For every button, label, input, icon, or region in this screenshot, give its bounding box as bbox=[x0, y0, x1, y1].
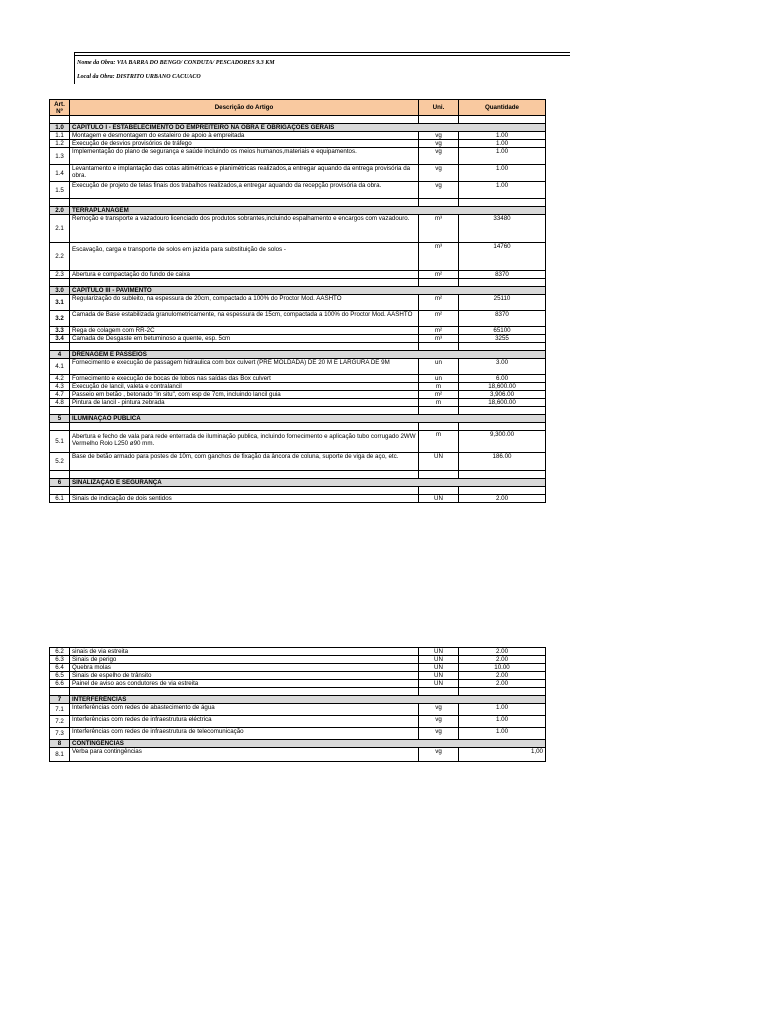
table-header bbox=[50, 100, 546, 116]
col-uni: Uni. bbox=[419, 100, 459, 116]
row-uni: m bbox=[419, 431, 459, 453]
section-num: 6 bbox=[50, 479, 70, 487]
row-art: 3.4 bbox=[50, 335, 70, 343]
row-qty: 8370 bbox=[459, 271, 546, 279]
bill-of-quantities-table bbox=[49, 99, 546, 503]
row-art: 7.2 bbox=[50, 716, 70, 728]
row-desc: Remoção e transporte a vazadouro licenciado dos produtos sobrantes,incluindo espalhamento e encargos com vazadouro. bbox=[70, 215, 419, 243]
row-desc: Fornecimento e execução de bocas de lobos nas saídas das Box culvert bbox=[70, 375, 419, 383]
row-uni: m² bbox=[419, 271, 459, 279]
row-art: 1.1 bbox=[50, 132, 70, 140]
table-row bbox=[50, 215, 546, 243]
table-row bbox=[50, 311, 546, 327]
row-uni: vg bbox=[419, 704, 459, 716]
table-row bbox=[50, 375, 546, 383]
row-desc: Interferências com redes de abastecimento de água bbox=[70, 704, 419, 716]
row-uni: m² bbox=[419, 295, 459, 311]
row-uni: m bbox=[419, 383, 459, 391]
table-row bbox=[50, 664, 546, 672]
row-art: 1.2 bbox=[50, 140, 70, 148]
row-desc: Montagem e desmontagem do estaleiro de apoio à empreitada bbox=[70, 132, 419, 140]
row-art: 6.1 bbox=[50, 495, 70, 503]
row-desc: Interferências com redes de infraestrutura eléctrica bbox=[70, 716, 419, 728]
row-desc: Abertura e compactação do fundo de caixa bbox=[70, 271, 419, 279]
table-row bbox=[50, 327, 546, 335]
header-rule-left bbox=[74, 52, 75, 84]
row-qty: 1.00 bbox=[459, 704, 546, 716]
row-qty: 3.00 bbox=[459, 359, 546, 375]
row-desc: Interferências com redes de infraestrutura de telecomunicação bbox=[70, 728, 419, 740]
row-qty: 25110 bbox=[459, 295, 546, 311]
row-art: 3.3 bbox=[50, 327, 70, 335]
row-qty: 33480 bbox=[459, 215, 546, 243]
section-title: DRENAGEM E PASSEIOS bbox=[70, 351, 546, 359]
section-row bbox=[50, 696, 546, 704]
row-uni: UN bbox=[419, 680, 459, 688]
blank-row bbox=[50, 423, 546, 431]
row-desc: Implementação do plano de segurança e saúde incluindo os meios humanos,materiais e equipamentos. bbox=[70, 148, 419, 165]
row-qty: 1,00 bbox=[459, 748, 546, 762]
row-art: 2.2 bbox=[50, 243, 70, 271]
row-art: 1.4 bbox=[50, 165, 70, 182]
section-title: TERRAPLANAGEM bbox=[70, 207, 546, 215]
row-desc: Pintura de lancil - pintura zebrada bbox=[70, 399, 419, 407]
section-title: CONTINGÊNCIAS bbox=[70, 740, 546, 748]
row-desc: sinais de via estreita bbox=[70, 648, 419, 656]
table-row bbox=[50, 716, 546, 728]
table-row bbox=[50, 243, 546, 271]
row-art: 8.1 bbox=[50, 748, 70, 762]
table-row bbox=[50, 359, 546, 375]
section-row bbox=[50, 351, 546, 359]
row-desc: Execução de lancil, valeta e contralancil bbox=[70, 383, 419, 391]
row-art: 2.1 bbox=[50, 215, 70, 243]
section-num: 5 bbox=[50, 415, 70, 423]
table-row bbox=[50, 140, 546, 148]
row-uni: vg bbox=[419, 728, 459, 740]
row-uni: UN bbox=[419, 656, 459, 664]
table-row bbox=[50, 295, 546, 311]
row-uni: UN bbox=[419, 453, 459, 471]
row-qty: 186.00 bbox=[459, 453, 546, 471]
section-title: CAPITULO I - ESTABELECIMENTO DO EMPREITEIRO NA OBRA E OBRIGAÇOES GERAIS bbox=[70, 124, 546, 132]
blank-row bbox=[50, 279, 546, 287]
row-art: 6.6 bbox=[50, 680, 70, 688]
row-uni: vg bbox=[419, 716, 459, 728]
row-desc: Execução de desvios provisórios de tráfego bbox=[70, 140, 419, 148]
row-art: 4.8 bbox=[50, 399, 70, 407]
table-row bbox=[50, 383, 546, 391]
table-row bbox=[50, 680, 546, 688]
blank-row bbox=[50, 471, 546, 479]
table-row bbox=[50, 648, 546, 656]
blank-row bbox=[50, 199, 546, 207]
row-uni: vg bbox=[419, 182, 459, 199]
row-art: 4.1 bbox=[50, 359, 70, 375]
row-desc: Escavação, carga e transporte de solos em jazida para substituição de solos - bbox=[70, 243, 419, 271]
row-art: 3.1 bbox=[50, 295, 70, 311]
table-row bbox=[50, 165, 546, 182]
row-desc: Fornecimento e execução de passagem hidraulica com box culvert (PRE MOLDADA) DE 20 M E LARGURA DE 9M bbox=[70, 359, 419, 375]
section-row bbox=[50, 740, 546, 748]
section-title: CAPITULO III - PAVIMENTO bbox=[70, 287, 546, 295]
row-art: 2.3 bbox=[50, 271, 70, 279]
row-uni: vg bbox=[419, 140, 459, 148]
section-row bbox=[50, 287, 546, 295]
section-num: 1.0 bbox=[50, 124, 70, 132]
header-rule-second bbox=[74, 55, 570, 57]
row-qty: 1.00 bbox=[459, 165, 546, 182]
row-uni: m³ bbox=[419, 243, 459, 271]
row-qty: 18,600.00 bbox=[459, 383, 546, 391]
row-desc: Camada de Desgaste em betuminoso a quente, esp. 5cm bbox=[70, 335, 419, 343]
table-row bbox=[50, 495, 546, 503]
section-num: 8 bbox=[50, 740, 70, 748]
section-num: 2.0 bbox=[50, 207, 70, 215]
row-uni: un bbox=[419, 359, 459, 375]
section-num: 4 bbox=[50, 351, 70, 359]
row-qty: 8370 bbox=[459, 311, 546, 327]
table-row bbox=[50, 672, 546, 680]
row-desc: Rega de colagem com RR-2C bbox=[70, 327, 419, 335]
table-row bbox=[50, 728, 546, 740]
row-desc: Execução de projeto de telas finais dos trabalhos realizados,a entregar aquando da recepção provisória da obra. bbox=[70, 182, 419, 199]
row-uni: m³ bbox=[419, 335, 459, 343]
row-qty: 1.00 bbox=[459, 728, 546, 740]
row-desc: Base de betão armado para postes de 10m, com ganchos de fixação da âncora de coluna, suporte de viga de aço, etc. bbox=[70, 453, 419, 471]
row-desc: Camada de Base estabilizada granulometricamente, na espessura de 15cm, compactada a 100% do Proctor Mod. AASHTO bbox=[70, 311, 419, 327]
table-row bbox=[50, 748, 546, 762]
row-art: 5.2 bbox=[50, 453, 70, 471]
section-num: 7 bbox=[50, 696, 70, 704]
row-desc: Sinais de espelho de trânsito bbox=[70, 672, 419, 680]
table-row bbox=[50, 148, 546, 165]
section-num: 3.0 bbox=[50, 287, 70, 295]
table-row bbox=[50, 704, 546, 716]
blank-row bbox=[50, 343, 546, 351]
row-qty: 2.00 bbox=[459, 680, 546, 688]
row-qty: 1.00 bbox=[459, 148, 546, 165]
row-uni: UN bbox=[419, 495, 459, 503]
row-qty: 65100 bbox=[459, 327, 546, 335]
obra-local: Local da Obra: DISTRITO URBANO CACUACO bbox=[77, 74, 201, 80]
row-art: 6.4 bbox=[50, 664, 70, 672]
row-desc: Quebra molas bbox=[70, 664, 419, 672]
row-art: 4.7 bbox=[50, 391, 70, 399]
row-uni: vg bbox=[419, 148, 459, 165]
row-qty: 1.00 bbox=[459, 140, 546, 148]
row-desc: Sinais de perigo bbox=[70, 656, 419, 664]
table-row bbox=[50, 271, 546, 279]
row-art: 4.3 bbox=[50, 383, 70, 391]
table-row bbox=[50, 182, 546, 199]
row-uni: vg bbox=[419, 165, 459, 182]
continuation-table bbox=[49, 647, 546, 762]
row-qty: 3,906.00 bbox=[459, 391, 546, 399]
row-qty: 1.00 bbox=[459, 182, 546, 199]
header-rule-top bbox=[74, 52, 570, 54]
row-art: 6.2 bbox=[50, 648, 70, 656]
row-uni: UN bbox=[419, 664, 459, 672]
row-desc: Abertura e fecho de vala para rede enterrada de iluminação publica, incluindo fornecimento e aplicação tubo corrugado 2WW Vermelho Rolo L250 ø90 mm. bbox=[70, 431, 419, 453]
row-qty: 2.00 bbox=[459, 672, 546, 680]
col-desc: Descrição do Artigo bbox=[70, 100, 419, 116]
row-art: 4.2 bbox=[50, 375, 70, 383]
row-desc: Levantamento e implantação das cotas altimétricas e planimétricas realizados,a entregar aquando da entrega provisória da obra. bbox=[70, 165, 419, 182]
section-row bbox=[50, 479, 546, 487]
table-row bbox=[50, 335, 546, 343]
section-row bbox=[50, 207, 546, 215]
row-uni: un bbox=[419, 375, 459, 383]
row-art: 1.5 bbox=[50, 182, 70, 199]
blank-row bbox=[50, 116, 546, 124]
table-row bbox=[50, 431, 546, 453]
row-qty: 2.00 bbox=[459, 495, 546, 503]
row-qty: 18,600.00 bbox=[459, 399, 546, 407]
row-qty: 1.00 bbox=[459, 716, 546, 728]
blank-row bbox=[50, 487, 546, 495]
row-desc: Painel de aviso aos condutores de via estreita bbox=[70, 680, 419, 688]
row-art: 6.5 bbox=[50, 672, 70, 680]
row-uni: vg bbox=[419, 748, 459, 762]
row-qty: 3255 bbox=[459, 335, 546, 343]
table-row bbox=[50, 399, 546, 407]
blank-row bbox=[50, 407, 546, 415]
blank-row bbox=[50, 688, 546, 696]
table-row bbox=[50, 132, 546, 140]
row-art: 5.1 bbox=[50, 431, 70, 453]
row-desc: Sinais de indicação de dois sentidos bbox=[70, 495, 419, 503]
row-qty: 10.00 bbox=[459, 664, 546, 672]
row-uni: m² bbox=[419, 327, 459, 335]
row-uni: UN bbox=[419, 672, 459, 680]
row-qty: 1.00 bbox=[459, 132, 546, 140]
row-qty: 6.00 bbox=[459, 375, 546, 383]
section-title: SINALIZAÇAO E SEGURANÇA bbox=[70, 479, 546, 487]
col-art: Art. Nº bbox=[50, 100, 70, 116]
section-row bbox=[50, 415, 546, 423]
row-uni: m² bbox=[419, 391, 459, 399]
row-qty: 2.00 bbox=[459, 656, 546, 664]
row-art: 3.2 bbox=[50, 311, 70, 327]
row-uni: m bbox=[419, 399, 459, 407]
row-uni: m² bbox=[419, 311, 459, 327]
row-art: 1.3 bbox=[50, 148, 70, 165]
row-qty: 2.00 bbox=[459, 648, 546, 656]
section-title: INTERFERÊNCIAS bbox=[70, 696, 546, 704]
table-row bbox=[50, 391, 546, 399]
row-art: 7.3 bbox=[50, 728, 70, 740]
row-desc: Regularização do subleito, na espessura de 20cm, compactado a 100% do Proctor Mod. AASHTO bbox=[70, 295, 419, 311]
row-desc: Verba para contingências bbox=[70, 748, 419, 762]
row-uni: m³ bbox=[419, 215, 459, 243]
row-desc: Passeio em betão , betonado "in situ", com esp de 7cm, incluindo lancil guia bbox=[70, 391, 419, 399]
col-qty: Quantidade bbox=[459, 100, 546, 116]
row-qty: 9,300.00 bbox=[459, 431, 546, 453]
section-title: ILUMINAÇAO PUBLICA bbox=[70, 415, 546, 423]
section-row bbox=[50, 124, 546, 132]
table-row bbox=[50, 656, 546, 664]
row-qty: 14760 bbox=[459, 243, 546, 271]
row-art: 6.3 bbox=[50, 656, 70, 664]
obra-name: Nome da Obra: VIA BARRA DO BENGO/ CONDUTA/ PESCADORES 9.3 KM bbox=[77, 60, 275, 66]
table-row bbox=[50, 453, 546, 471]
row-uni: vg bbox=[419, 132, 459, 140]
row-uni: UN bbox=[419, 648, 459, 656]
row-art: 7.1 bbox=[50, 704, 70, 716]
